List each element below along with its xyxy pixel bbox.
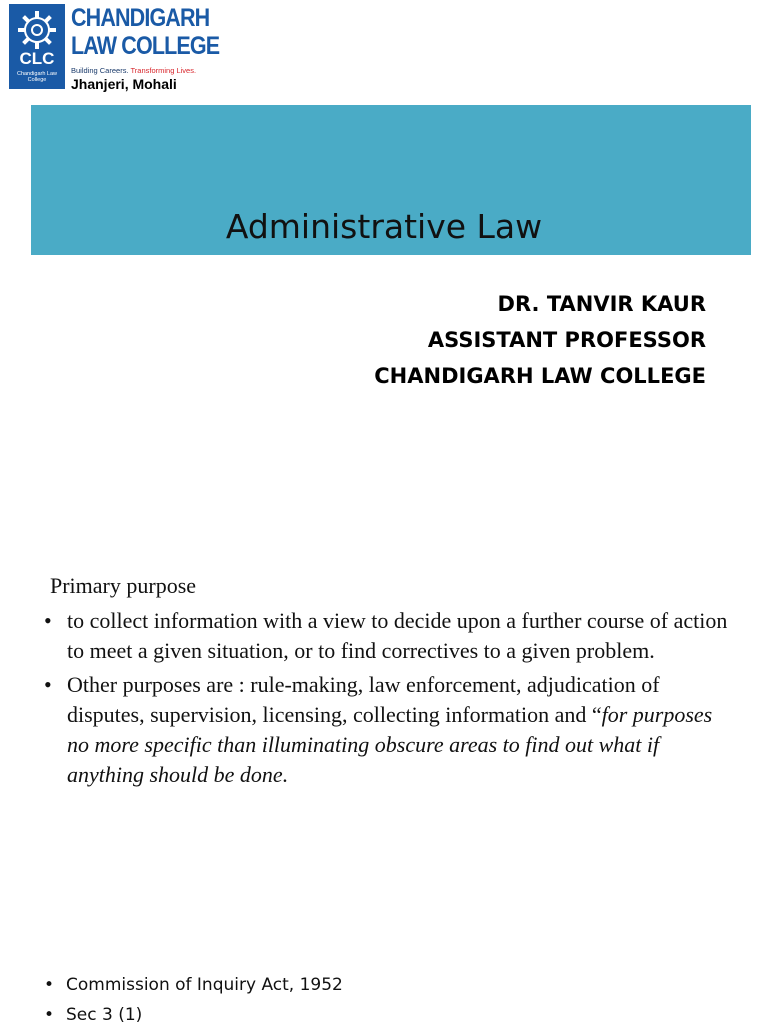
slide-title: Administrative Law [225,207,543,246]
section-heading: Primary purpose [50,573,197,598]
author-designation: ASSISTANT PROFESSOR [427,328,706,352]
logo-location: Jhanjeri, Mohali [71,76,177,92]
list-item: • Commission of Inquiry Act, 1952 [44,970,343,1000]
author-block [374,286,706,394]
gear-icon [16,9,58,51]
bullet-text: Other purposes are : rule-making, law enforcement, adjudication of disputes, supervision, licensing, collecting information and “ [67,672,660,727]
logo-emblem [9,4,65,89]
act-list [44,970,343,1030]
logo-name-line2: LAW COLLEGE [71,32,220,60]
logo-name-line1: CHANDIGARH [71,4,210,32]
tagline-part1: Building Careers. [71,66,129,75]
list-item [44,606,734,666]
list-item: • Sec 3 (1) [44,1000,343,1030]
logo-small-text: Chandigarh Law College [16,71,58,83]
list-item [44,670,734,790]
tagline-part2: Transforming Lives. [130,66,197,75]
logo-abbreviation: CLC [19,49,55,68]
purpose-list [44,606,734,794]
bullet-italic-text: for purposes no more specific than illuminating obscure areas to find out what if anything should be done. [67,702,713,787]
college-logo [9,4,219,92]
bullet-text: to collect information with a view to decide upon a further course of action to meet a given situation, or to find correctives to a given problem. [67,608,728,663]
logo-tagline [71,66,196,75]
author-institution: CHANDIGARH LAW COLLEGE [374,364,706,388]
author-name: DR. TANVIR KAUR [497,292,706,316]
